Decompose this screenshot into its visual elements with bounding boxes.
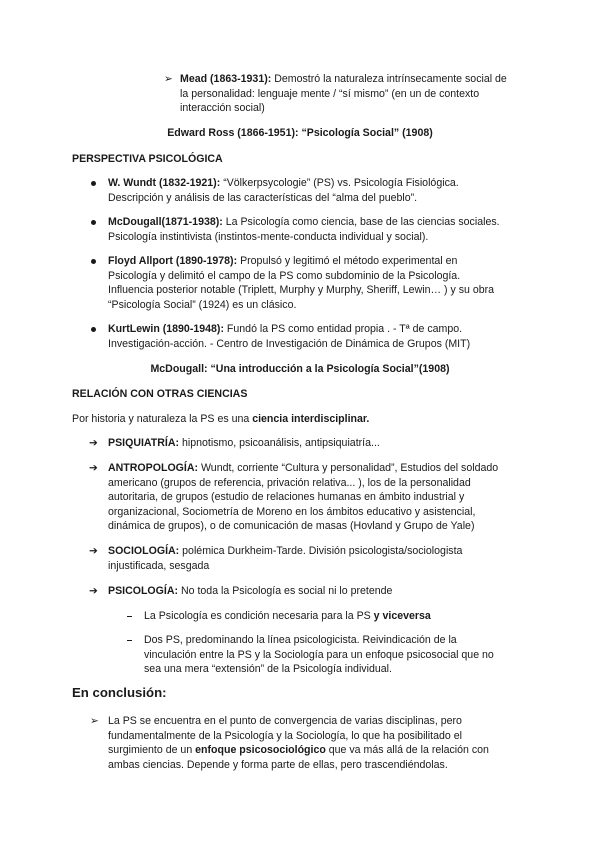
conclusion-line-2: fundamentalmente de la Psicología y la Sociología, lo que ha posibilitado el [108,730,462,742]
allport-line-3: Influencia posterior notable (Triplett, Murphy y Murphy, Sheriff, Lewin… ) y su obra [108,284,495,296]
wundt-name: W. Wundt (1832-1921): [108,177,221,189]
wundt-line-1 [108,176,459,191]
allport-name: Floyd Allport (1890-1978): [108,255,238,267]
conclusion-line-4: ambas ciencias. Depende y forma parte de ellas, pero trascendiéndolas. [108,759,448,771]
sociologia-line-2: injustificada, sesgada [108,560,210,572]
antropologia-line-3: autoritaria, de grupos (estudio de relaciones humanas en ámbito industrial y [108,491,465,503]
ross-heading: Edward Ross (1866-1951): “Psicología Social” (1908) [167,127,433,139]
wundt-text: “Völkerpsycologie” (PS) vs. Psicología Fisiológica. [220,177,459,189]
bullet-dot-icon [91,220,96,225]
conclusion-plain: surgimiento de un [108,744,196,756]
sub-plain: La Psicología es condición necesaria para la PS [144,610,374,622]
arrow-bullet-icon: ➔ [89,462,98,474]
allport-text: Propulsó y legitimó el método experimental en [237,255,458,267]
mcdougall-line-1 [108,215,500,230]
arrow-bullet-icon: ➔ [89,437,98,449]
dash-bullet-icon [127,616,132,617]
arrowhead-bullet-icon: ➢ [164,73,173,85]
psicologia-text: No toda la Psicología es social ni lo pretende [178,585,393,597]
psiquiatria-line-1 [108,436,380,451]
mcdougall-line-2: Psicología instintivista (instintos-mente-conducta individual y social). [108,231,429,243]
sociologia-text: polémica Durkheim-Tarde. División psicologista/sociologista [179,545,463,557]
arrow-bullet-icon: ➔ [89,545,98,557]
sociologia-name: SOCIOLOGÍA: [108,545,180,557]
psiquiatria-text: hipnotismo, psicoanálisis, antipsiquiatría... [179,437,380,449]
arrow-bullet-icon: ➔ [89,585,98,597]
perspectiva-title: PERSPECTIVA PSICOLÓGICA [72,153,223,165]
sub-line-1 [144,609,431,624]
sub-bold: y viceversa [373,610,431,622]
lewin-name: KurtLewin (1890-1948): [108,323,224,335]
mead-line-2: la personalidad: lenguaje mente / “sí mismo” (en un de contexto [180,88,480,100]
antropologia-line-5: dinámica de grupos), o de comunicación de masas (Hovland y Grupo de Yale) [108,520,475,532]
conclusion-rest: que va más allá de la relación con [325,744,489,756]
psiquiatria-name: PSIQUIATRÍA: [108,437,180,449]
mcdougall-name: McDougall(1871-1938): [108,216,223,228]
lewin-text: Fundó la PS como entidad propia . - Tª de campo. [223,323,463,335]
conclusion-bold: enfoque psicosociológico [195,744,326,756]
bullet-dot-icon [91,327,96,332]
antropologia-line-4: organizacional, Sociometría de Moreno en los ámbitos educativo y asistencial, [108,506,476,518]
mead-line-1 [180,72,507,87]
arrowhead-bullet-icon: ➢ [90,715,99,727]
dash-bullet-icon [127,640,132,641]
intro-bold: ciencia interdisciplinar. [252,413,370,425]
sub2-line-3: sea una mera “extensión” de la Psicología individual. [144,663,392,675]
antropologia-text: Wundt, corriente “Cultura y personalidad”, Estudios del soldado [198,462,499,474]
wundt-line-2: Descripción y análisis de las características del “alma del pueblo”. [108,192,418,204]
mead-line-3: interacción social) [180,102,265,114]
antropologia-line-1 [108,461,498,476]
conclusion-title: En conclusión: [72,685,167,700]
psicologia-line-1 [108,584,392,599]
allport-line-2: Psicología y delimitó el campo de la PS como subdominio de la Psicología. [108,270,461,282]
allport-line-4: “Psicología Social” (1924) es un clásico. [108,299,297,311]
lewin-line-1 [108,322,462,337]
antropologia-name: ANTROPOLOGÍA: [108,462,199,474]
mead-name: Mead (1863-1931): [180,73,272,85]
mcdougall-book-heading: McDougall: “Una introducción a la Psicología Social”(1908) [150,363,450,375]
relacion-title: RELACIÓN CON OTRAS CIENCIAS [72,388,248,400]
antropologia-line-2: americano (grupos de referencia, privación relativa... ), los de la personalidad [108,477,471,489]
mead-text: Demostró la naturaleza intrínsecamente social de [271,73,507,85]
conclusion-line-1: La PS se encuentra en el punto de convergencia de varias disciplinas, pero [108,715,462,727]
relacion-intro [72,412,369,427]
conclusion-line-3 [108,743,489,758]
intro-plain: Por historia y naturaleza la PS es una [72,413,253,425]
psicologia-name: PSICOLOGÍA: [108,585,179,597]
sub2-line-1: Dos PS, predominando la línea psicologicista. Reivindicación de la [144,634,457,646]
bullet-dot-icon [91,181,96,186]
lewin-line-2: Investigación-acción. - Centro de Investigación de Dinámica de Grupos (MIT) [108,338,471,350]
sociologia-line-1 [108,544,462,559]
sub2-line-2: vinculación entre la PS y la Sociología para un enfoque psicosocial que no [144,649,494,661]
mcdougall-text: La Psicología como ciencia, base de las ciencias sociales. [222,216,500,228]
allport-line-1 [108,254,457,269]
bullet-dot-icon [91,259,96,264]
